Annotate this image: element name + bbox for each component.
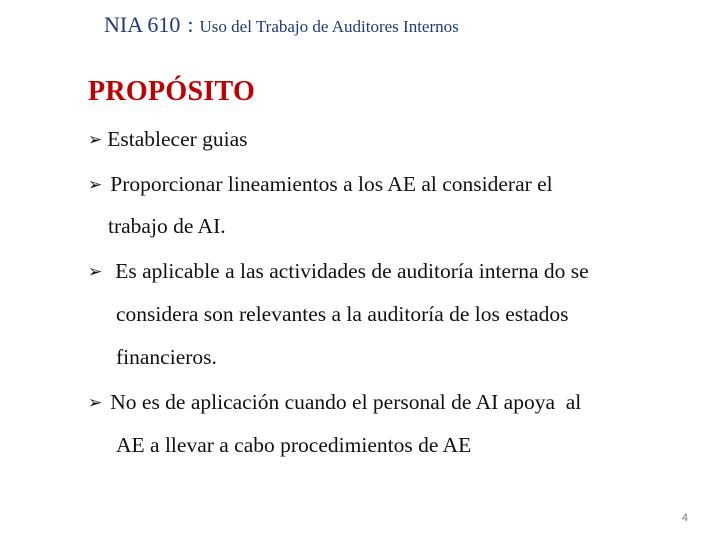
bullet-text: Establecer guias <box>107 127 248 151</box>
standard-code: NIA 610 <box>104 12 181 37</box>
arrow-bullet-icon: ➢ <box>88 262 103 281</box>
page-number: 4 <box>681 512 688 524</box>
bullet-item <box>88 172 553 197</box>
bullet-item <box>88 127 248 152</box>
arrow-bullet-icon: ➢ <box>88 393 103 412</box>
bullet-continuation: considera son relevantes a la auditoría de los estados <box>116 302 569 326</box>
bullet-item <box>88 259 589 284</box>
bullet-text: Es aplicable a las actividades de auditoría interna do se <box>115 259 589 283</box>
bullet-continuation: AE a llevar a cabo procedimientos de AE <box>116 433 472 457</box>
bullet-item <box>88 390 581 415</box>
slide-header <box>104 12 459 38</box>
bullet-text: No es de aplicación cuando el personal de AI apoya al <box>110 390 582 414</box>
bullet-continuation: trabajo de AI. <box>108 214 226 238</box>
arrow-bullet-icon: ➢ <box>88 175 103 194</box>
standard-subtitle: Uso del Trabajo de Auditores Internos <box>199 17 459 36</box>
bullet-text: Proporcionar lineamientos a los AE al considerar el <box>110 172 553 196</box>
section-title: PROPÓSITO <box>88 76 256 107</box>
arrow-bullet-icon: ➢ <box>88 130 103 149</box>
bullet-continuation: financieros. <box>116 345 217 369</box>
header-separator: : <box>187 12 194 37</box>
